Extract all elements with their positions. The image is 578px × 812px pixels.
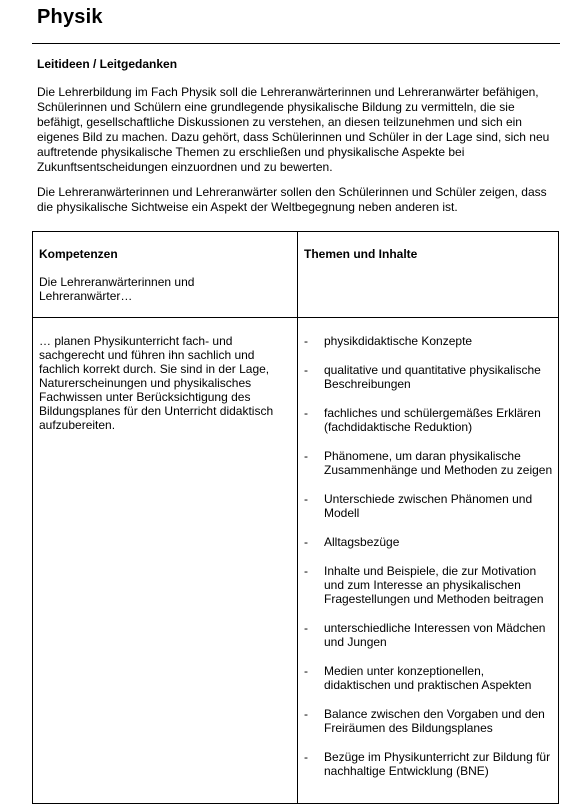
list-item: [304, 363, 554, 391]
second-paragraph: Die Lehreranwärterinnen und Lehreranwärter sollen den Schülerinnen und Schüler zeigen, dass die physikalische Sichtweise ein Aspekt der Weltbegegnung neben anderen ist.: [37, 185, 547, 214]
column-heading-competences: Kompetenzen: [39, 247, 118, 261]
column-subheading-competences: Die Lehreranwärterinnen und Lehreranwärter…: [39, 275, 195, 303]
topic-text: Medien unter konzeptionellen, didaktischen und praktischen Aspekten: [324, 664, 532, 692]
list-item: [304, 334, 554, 348]
intro-paragraph: Die Lehrerbildung im Fach Physik soll die Lehreranwärterinnen und Lehreranwärter befähigen, Schülerinnen und Schülern eine grundlegende physikalische Bildung zu vermitteln, die sie befähigt, gesellschaftliche Diskussionen zu verstehen, an diesen teilzunehmen und sich ein eigenes Bild zu machen. Dazu gehört, dass Schülerinnen und Schüler in der Lage sind, sich neu auftretende physikalische Themen zu erschließen und physikalische Aspekte bei Zukunftsentscheidungen einzuordnen und zu bewerten.: [37, 85, 550, 174]
topic-text: Unterschiede zwischen Phänomen und Modell: [324, 492, 533, 520]
list-dash: -: [304, 363, 308, 377]
topic-text: Phänomene, um daran physikalische Zusammenhänge und Methoden zu zeigen: [324, 449, 553, 477]
competence-table: [32, 231, 559, 804]
list-dash: -: [304, 406, 308, 420]
topic-text: Inhalte und Beispiele, die zur Motivation und zum Interesse an physikalischen Fragestellungen und Methoden beitragen: [324, 564, 544, 606]
list-dash: -: [304, 564, 308, 578]
list-item: [304, 564, 554, 606]
list-item: [304, 750, 554, 778]
list-item: [304, 621, 554, 649]
list-item: [304, 707, 554, 735]
list-item: [304, 406, 554, 434]
competence-text: … planen Physikunterricht fach- und sachgerecht und führen ihn sachlich und fachlich korrekt durch. Sie sind in der Lage, Naturerscheinungen und physikalisches Fachwissen unter Berücksichtigung des Bildungsplanes für den Unterricht didaktisch aufzubereiten.: [39, 334, 274, 432]
title-divider: [32, 43, 560, 44]
header-row-divider: [33, 317, 558, 318]
list-item: [304, 449, 554, 477]
list-dash: -: [304, 492, 308, 506]
list-item: [304, 535, 554, 549]
topic-text: Balance zwischen den Vorgaben und den Freiräumen des Bildungsplanes: [324, 707, 545, 735]
list-dash: -: [304, 334, 308, 348]
list-dash: -: [304, 707, 308, 721]
list-item: [304, 492, 554, 520]
list-dash: -: [304, 750, 308, 764]
list-item: [304, 664, 554, 692]
topic-text: physikdidaktische Konzepte: [324, 334, 473, 348]
list-dash: -: [304, 449, 308, 463]
list-dash: -: [304, 535, 308, 549]
topic-text: unterschiedliche Interessen von Mädchen und Jungen: [324, 621, 546, 649]
topic-text: qualitative und quantitative physikalische Beschreibungen: [324, 363, 541, 391]
topics-list: [304, 334, 554, 793]
list-dash: -: [304, 621, 308, 635]
section-heading: Leitideen / Leitgedanken: [37, 57, 178, 71]
topic-text: Bezüge im Physikunterricht zur Bildung für nachhaltige Entwicklung (BNE): [324, 750, 551, 778]
topic-text: fachliches und schülergemäßes Erklären (fachdidaktische Reduktion): [324, 406, 541, 434]
topic-text: Alltagsbezüge: [324, 535, 400, 549]
page-title: Physik: [37, 6, 103, 28]
column-heading-topics: Themen und Inhalte: [304, 247, 418, 261]
list-dash: -: [304, 664, 308, 678]
